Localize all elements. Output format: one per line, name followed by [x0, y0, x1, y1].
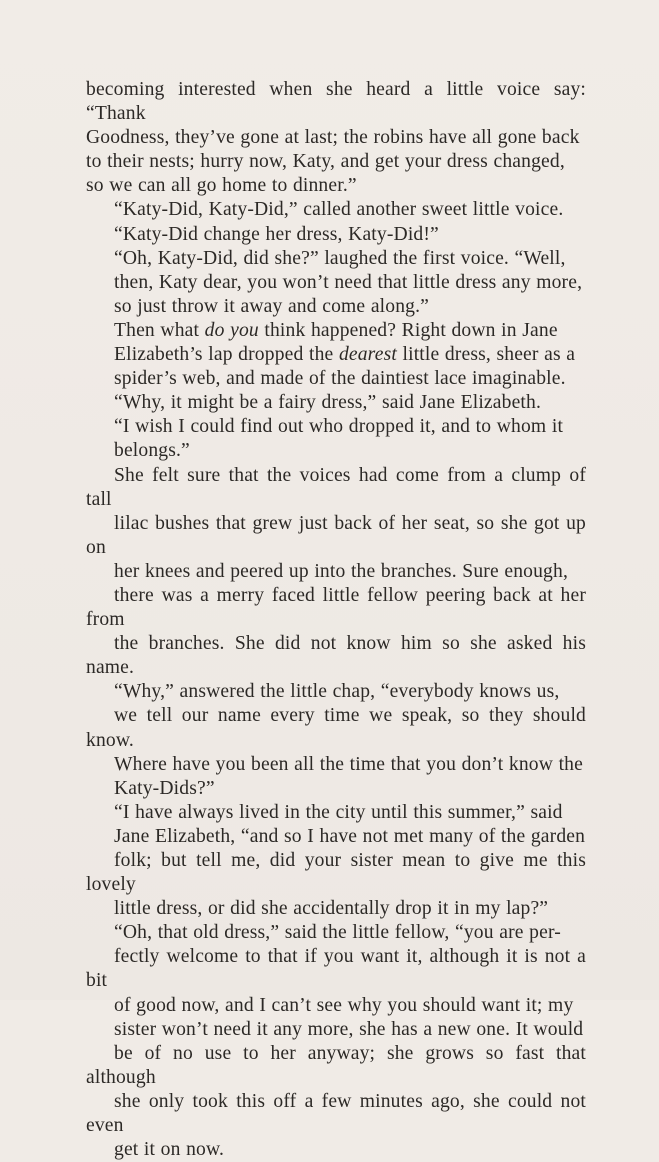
text-line: the branches. She did not know him so she asked his name. — [86, 633, 586, 679]
text-line: spider’s web, and made of the daintiest lace imaginable. — [114, 368, 566, 390]
emphasis: do you — [204, 319, 259, 341]
text-line: becoming interested when she heard a little voice say: “Thank — [86, 79, 586, 125]
text-line: Then what do you think happened? Right down in Jane — [114, 319, 558, 341]
paragraph-2 — [86, 198, 586, 246]
paragraph-6 — [86, 464, 586, 681]
text-line: be of no use to her anyway; she grows so fast that although — [86, 1042, 586, 1088]
paragraph-1 — [86, 78, 586, 198]
text-line: get it on now. — [114, 1139, 225, 1161]
text-line: she only took this off a few minutes ago, she could not even — [86, 1090, 586, 1137]
text-line: fectly welcome to that if you want it, although it is not a bit — [86, 946, 586, 992]
text-line: so we can all go home to dinner.” — [86, 175, 357, 197]
text-line: She felt sure that the voices had come from a clump of tall — [86, 464, 586, 510]
text-line: belongs.” — [114, 440, 190, 462]
text-line: Where have you been all the time that you don’t know the — [114, 753, 583, 775]
story-text — [86, 78, 586, 1162]
paragraph-9 — [86, 921, 586, 1162]
text-line: “Why,” answered the little chap, “everybody knows us, — [114, 681, 560, 703]
text-line: Katy-Dids?” — [114, 777, 215, 799]
paragraph-3 — [86, 247, 586, 319]
paragraph-5 — [86, 391, 586, 463]
paragraph-4 — [86, 319, 586, 391]
text-line: Elizabeth’s lap dropped the dearest little dress, sheer as a — [114, 344, 576, 366]
text-line: her knees and peered up into the branches. Sure enough, — [114, 560, 569, 582]
text-line: Goodness, they’ve gone at last; the robins have all gone back — [86, 127, 580, 149]
text-line: little dress, or did she accidentally drop it in my lap?” — [114, 898, 549, 920]
text-line: so just throw it away and come along.” — [114, 295, 430, 317]
text-line: there was a merry faced little fellow peering back at her from — [86, 584, 586, 631]
text-line: “Why, it might be a fairy dress,” said Jane Elizabeth. — [114, 392, 542, 414]
text-line: folk; but tell me, did your sister mean to give me this lovely — [86, 850, 586, 896]
text-line: “Katy-Did change her dress, Katy-Did!” — [114, 223, 439, 245]
text-line: lilac bushes that grew just back of her seat, so she got up on — [86, 512, 586, 558]
text-line: “I have always lived in the city until this summer,” said — [114, 801, 563, 823]
text-line: we tell our name every time we speak, so they should know. — [86, 705, 586, 751]
text-line: “Katy-Did, Katy-Did,” called another sweet little voice. — [114, 199, 564, 221]
text-line: “Oh, Katy-Did, did she?” laughed the first voice. “Well, — [114, 247, 566, 269]
text-line: to their nests; hurry now, Katy, and get your dress changed, — [86, 151, 565, 173]
paragraph-8 — [86, 801, 586, 921]
text-line: “I wish I could find out who dropped it, and to whom it — [114, 416, 564, 438]
text-line: then, Katy dear, you won’t need that little dress any more, — [114, 271, 583, 293]
emphasis: dearest — [338, 344, 397, 366]
text-line: sister won’t need it any more, she has a new one. It would — [114, 1018, 584, 1040]
text-line: “Oh, that old dress,” said the little fellow, “you are per- — [114, 922, 561, 944]
text-line: of good now, and I can’t see why you should want it; my — [114, 994, 574, 1016]
paragraph-7 — [86, 680, 586, 800]
text-line: Jane Elizabeth, “and so I have not met many of the garden — [114, 825, 586, 847]
